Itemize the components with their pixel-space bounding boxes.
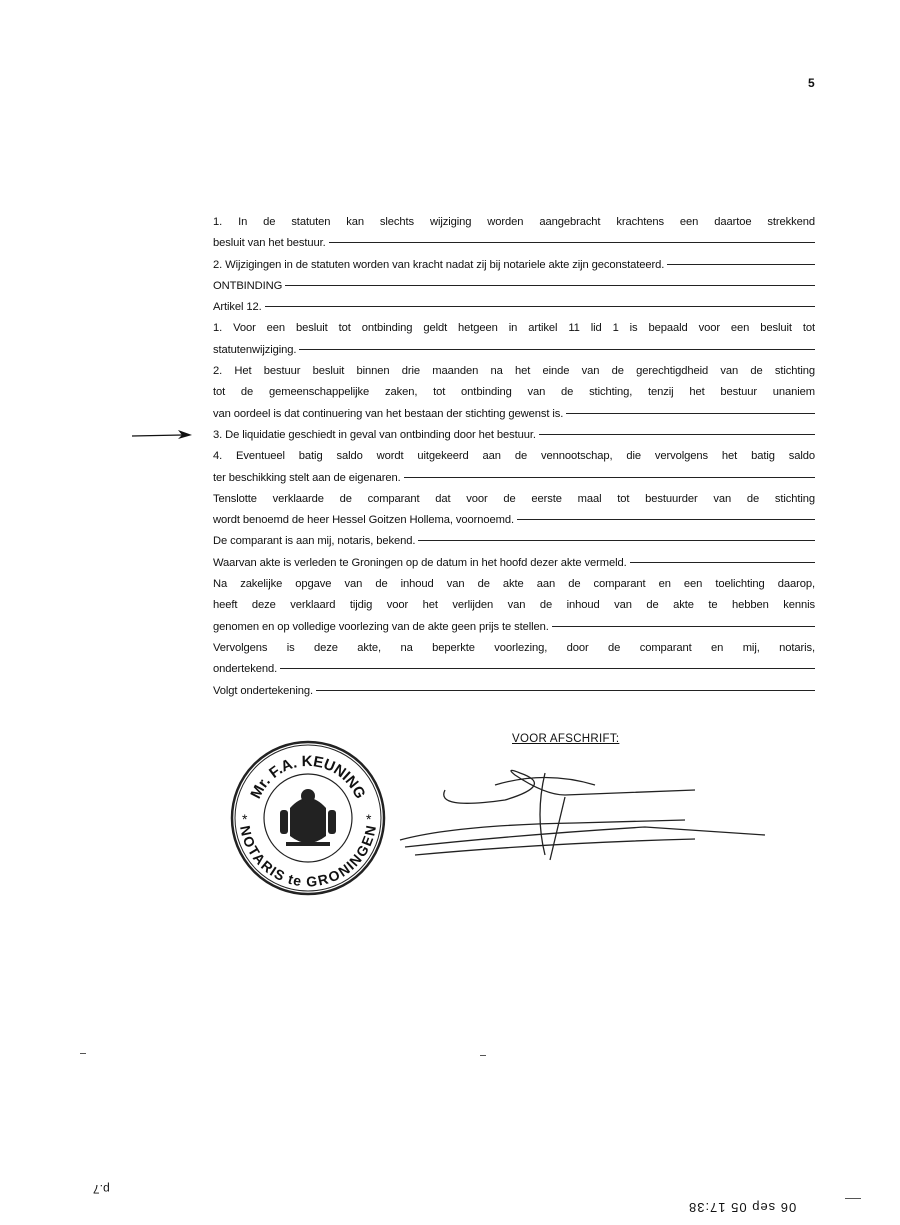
dash-filler bbox=[418, 540, 815, 541]
line-text: Waarvan akte is verleden te Groningen op de datum in het hoofd dezer akte vermeld. bbox=[213, 556, 627, 569]
line-text: besluit van het bestuur. bbox=[213, 237, 326, 250]
dash-filler bbox=[517, 519, 815, 520]
line-text: 1. Voor een besluit tot ontbinding geldt hetgeen in artikel 11 lid 1 is bepaald voor een besluit tot bbox=[213, 322, 815, 335]
text-line bbox=[213, 276, 815, 297]
line-text: Tenslotte verklaarde de comparant dat voor de eerste maal tot bestuurder van de stichting bbox=[213, 492, 815, 505]
line-text: ONTBINDING bbox=[213, 279, 283, 292]
dash-filler bbox=[280, 668, 815, 669]
text-line bbox=[213, 553, 815, 574]
line-text: genomen en op volledige voorlezing van de akte geen prijs te stellen. bbox=[213, 620, 549, 633]
text-line bbox=[213, 659, 815, 680]
line-text: 1. In de statuten kan slechts wijziging worden aangebracht krachtens een daartoe strekkend bbox=[213, 216, 815, 228]
text-line bbox=[213, 404, 815, 425]
text-line bbox=[213, 425, 815, 446]
line-text: Vervolgens is deze akte, na beperkte voorlezing, door de comparant en mij, notaris, bbox=[213, 641, 815, 654]
dash-filler bbox=[566, 413, 815, 414]
text-line bbox=[213, 681, 815, 702]
line-text: ter beschikking stelt aan de eigenaren. bbox=[213, 471, 401, 484]
line-text: Volgt ondertekening. bbox=[213, 684, 314, 697]
line-text: ondertekend. bbox=[213, 663, 278, 676]
text-line bbox=[213, 297, 815, 318]
line-text: wordt benoemd de heer Hessel Goitzen Hollema, voornoemd. bbox=[213, 514, 514, 527]
text-line bbox=[213, 574, 815, 595]
line-text: Artikel 12. bbox=[213, 301, 262, 314]
fax-timestamp: 06 sep 05 17:38 bbox=[688, 1200, 797, 1215]
text-line bbox=[213, 255, 815, 276]
line-text: Na zakelijke opgave van de inhoud van de akte aan de comparant en een toelichting daarop, bbox=[213, 578, 815, 591]
line-text: heeft deze verklaard tijdig voor het verlijden van de inhoud van de akte te hebben kennis bbox=[213, 599, 815, 612]
text-line bbox=[213, 468, 815, 489]
text-line bbox=[213, 595, 815, 616]
line-text: van oordeel is dat continuering van het bestaan der stichting gewenst is. bbox=[213, 407, 564, 420]
text-line bbox=[213, 531, 815, 552]
text-line bbox=[213, 617, 815, 638]
text-line bbox=[213, 212, 815, 233]
dash-filler bbox=[404, 477, 815, 478]
fax-page-marker: p.7 bbox=[93, 1182, 110, 1196]
deed-text bbox=[213, 212, 815, 702]
line-text: statutenwijziging. bbox=[213, 343, 297, 356]
text-line bbox=[213, 318, 815, 339]
svg-text:*: * bbox=[366, 811, 372, 827]
margin-arrow-icon bbox=[132, 428, 194, 442]
line-text: 2. Het bestuur besluit binnen drie maanden na het einde van de gerechtigdheid van de stichting bbox=[213, 365, 815, 378]
svg-text:*: * bbox=[242, 811, 248, 827]
line-text: 3. De liquidatie geschiedt in geval van ontbinding door het bestuur. bbox=[213, 428, 536, 441]
text-line bbox=[213, 638, 815, 659]
coat-of-arms-icon bbox=[280, 789, 336, 846]
line-text: 4. Eventueel batig saldo wordt uitgekeerd aan de vennootschap, die vervolgens het batig saldo bbox=[213, 450, 815, 463]
text-line bbox=[213, 340, 815, 361]
svg-text:Mr. F.A. KEUNING: Mr. F.A. KEUNING bbox=[247, 752, 369, 802]
dash-filler bbox=[285, 285, 815, 286]
text-line bbox=[213, 233, 815, 254]
dash-filler bbox=[316, 690, 815, 691]
dash-filler bbox=[329, 242, 815, 243]
scan-mark bbox=[480, 1055, 486, 1056]
page-number: 5 bbox=[808, 76, 815, 90]
dash-filler bbox=[539, 434, 815, 435]
dash-filler bbox=[667, 264, 815, 265]
scan-mark bbox=[80, 1053, 86, 1054]
dash-filler bbox=[630, 562, 815, 563]
scan-mark bbox=[845, 1198, 861, 1199]
line-text: De comparant is aan mij, notaris, bekend. bbox=[213, 535, 416, 548]
signature bbox=[395, 755, 775, 875]
text-line bbox=[213, 489, 815, 510]
line-text: tot de gemeenschappelijke zaken, tot ontbinding van de stichting, tenzij het bestuur unaniem bbox=[213, 386, 815, 399]
text-line bbox=[213, 446, 815, 467]
line-text: 2. Wijzigingen in de statuten worden van kracht nadat zij bij notariele akte zijn geconstateerd. bbox=[213, 258, 665, 271]
svg-text:NOTARIS te GRONINGEN: NOTARIS te GRONINGEN bbox=[237, 824, 379, 890]
text-line bbox=[213, 361, 815, 382]
copy-label: VOOR AFSCHRIFT: bbox=[512, 733, 620, 745]
text-line bbox=[213, 510, 815, 531]
dash-filler bbox=[299, 349, 815, 350]
dash-filler bbox=[265, 306, 815, 307]
text-line bbox=[213, 382, 815, 403]
notary-seal bbox=[228, 738, 388, 898]
dash-filler bbox=[552, 626, 815, 627]
